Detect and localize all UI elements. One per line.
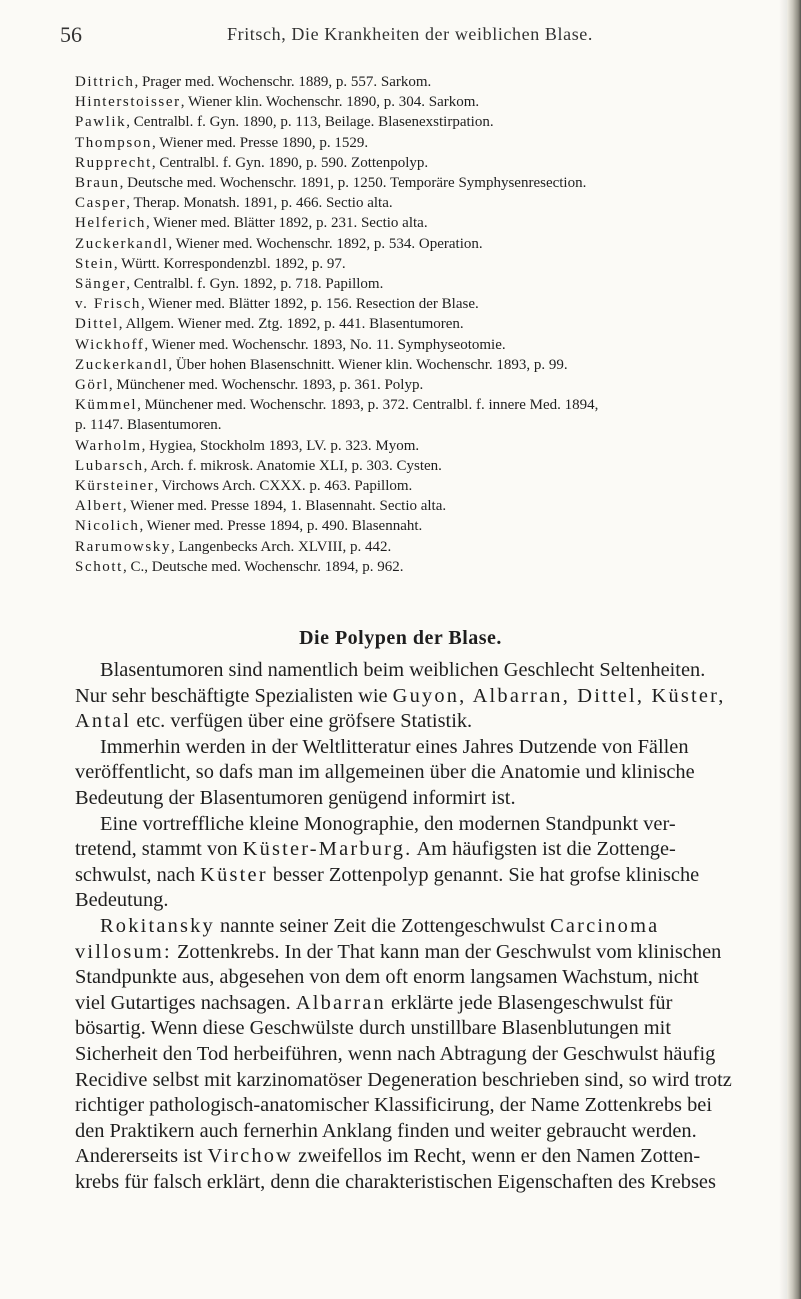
emphasized-name: Küster-Marburg. bbox=[242, 838, 413, 861]
reference-text: , Wiener med. Wochenschr. 1893, No. 11. Symphyseotomie. bbox=[144, 336, 506, 353]
reference-entry bbox=[75, 516, 785, 536]
emphasized-name: Virchow bbox=[207, 1145, 294, 1168]
reference-author: Braun bbox=[75, 175, 120, 192]
reference-text: , Wiener med. Presse 1894, p. 490. Blasennaht. bbox=[139, 518, 423, 535]
reference-entry bbox=[75, 92, 785, 112]
reference-text: , Langenbecks Arch. XLVIII, p. 442. bbox=[171, 538, 392, 555]
reference-entry bbox=[75, 274, 785, 294]
emphasized-name: Rokitansky bbox=[100, 914, 215, 937]
text-run: viel Gutartiges nachsagen. bbox=[75, 991, 296, 1014]
reference-author: Rupprecht bbox=[75, 154, 152, 171]
text-run: Nur sehr beschäftigte Spezialisten wie bbox=[75, 684, 393, 707]
text-line bbox=[75, 914, 785, 940]
running-title: Fritsch, Die Krankheiten der weiblichen Blase. bbox=[227, 24, 593, 44]
reference-author: Lubarsch bbox=[75, 457, 144, 474]
reference-entry bbox=[75, 294, 785, 314]
reference-author: Hinterstoisser bbox=[75, 94, 181, 111]
reference-entry bbox=[75, 193, 785, 213]
reference-text: , Wiener med. Presse 1890, p. 1529. bbox=[151, 134, 369, 151]
text-run: Eine vortreffliche kleine Monographie, den modernen Standpunkt ver- bbox=[100, 812, 676, 835]
text-run: den Praktikern auch fernerhin Anklang finden und weiter gebraucht werden. bbox=[75, 1119, 697, 1142]
text-line bbox=[75, 786, 785, 812]
reference-author: Thompson bbox=[75, 134, 152, 151]
emphasized-name: Küster bbox=[200, 863, 268, 886]
reference-text: , Wiener klin. Wochenschr. 1890, p. 304. Sarkom. bbox=[180, 94, 480, 111]
reference-entry bbox=[75, 456, 785, 476]
page-number: 56 bbox=[60, 22, 82, 47]
reference-entry bbox=[75, 395, 785, 415]
reference-text: , Wiener med. Blätter 1892, p. 156. Resection der Blase. bbox=[140, 296, 479, 313]
text-run: Recidive selbst mit karzinomatöser Degeneration beschrieben sind, so wird trotz bbox=[75, 1068, 732, 1091]
reference-author: Pawlik bbox=[75, 114, 127, 131]
text-line bbox=[75, 1042, 785, 1068]
text-run: tretend, stammt von bbox=[75, 838, 243, 861]
page-header bbox=[60, 22, 760, 52]
text-run: zweifellos im Recht, wenn er den Namen Zotten- bbox=[293, 1145, 701, 1168]
text-line bbox=[75, 888, 785, 914]
reference-text: , Wiener med. Presse 1894, 1. Blasennaht. Sectio alta. bbox=[122, 498, 447, 515]
text-run: veröffentlicht, so dafs man im allgemeinen über die Anatomie und klinische bbox=[75, 761, 695, 784]
text-line bbox=[75, 658, 785, 684]
reference-entry bbox=[75, 112, 785, 132]
reference-author: Dittrich bbox=[75, 74, 135, 90]
reference-text: , Württ. Korrespondenzbl. 1892, p. 97. bbox=[113, 255, 346, 272]
reference-entry bbox=[75, 496, 785, 516]
text-run: schwulst, nach bbox=[75, 863, 201, 886]
text-line bbox=[75, 709, 785, 735]
reference-text: , Therap. Monatsh. 1891, p. 466. Sectio alta. bbox=[126, 195, 393, 212]
emphasized-name: Antal bbox=[75, 710, 132, 733]
reference-author: Nicolich bbox=[75, 518, 140, 535]
reference-author: Casper bbox=[75, 195, 127, 212]
reference-author: Kümmel bbox=[75, 397, 138, 414]
reference-text: , C., Deutsche med. Wochenschr. 1894, p. 962. bbox=[122, 558, 404, 575]
text-run: besser Zottenpolyp genannt. Sie hat grofse klinische bbox=[267, 863, 700, 886]
reference-entry bbox=[75, 314, 785, 334]
reference-text: , Über hohen Blasenschnitt. Wiener klin. Wochenschr. 1893, p. 99. bbox=[168, 356, 568, 373]
text-run: Andererseits ist bbox=[75, 1145, 208, 1168]
reference-author: Görl bbox=[75, 377, 109, 394]
text-run: krebs für falsch erklärt, denn die charakteristischen Eigenschaften des Krebses bbox=[75, 1170, 716, 1193]
text-line bbox=[75, 837, 785, 863]
reference-author: Dittel bbox=[75, 316, 119, 333]
reference-text: , Virchows Arch. CXXX. p. 463. Papillom. bbox=[154, 478, 413, 495]
section-title: Die Polypen der Blase. bbox=[299, 627, 502, 649]
text-run: Am häufigsten ist die Zottenge- bbox=[412, 838, 676, 861]
reference-author: v. Frisch bbox=[75, 296, 141, 313]
reference-author: Sänger bbox=[75, 276, 127, 293]
text-run: etc. verfügen über eine gröfsere Statistik. bbox=[131, 710, 473, 733]
reference-text: , Arch. f. mikrosk. Anatomie XLI, p. 303. Cysten. bbox=[143, 457, 442, 474]
text-run: bösartig. Wenn diese Geschwülste durch unstillbare Blasenblutungen mit bbox=[75, 1017, 671, 1040]
reference-author: Zuckerkandl bbox=[75, 235, 169, 252]
body-text bbox=[75, 658, 785, 1195]
emphasized-name: Albarran bbox=[295, 991, 386, 1014]
reference-entry bbox=[75, 476, 785, 496]
text-line bbox=[75, 760, 785, 786]
text-line bbox=[75, 1093, 785, 1119]
reference-text: , Allgem. Wiener med. Ztg. 1892, p. 441. Blasentumoren. bbox=[118, 316, 464, 333]
reference-entry bbox=[75, 133, 785, 153]
text-run: Zottenkrebs. In der That kann man der Geschwulst vom klinischen bbox=[171, 940, 722, 963]
reference-author: Stein bbox=[75, 255, 114, 272]
text-line bbox=[75, 940, 785, 966]
text-line bbox=[75, 1119, 785, 1145]
reference-text: p. 1147. Blasentumoren. bbox=[75, 417, 222, 434]
reference-text: , Prager med. Wochenschr. 1889, p. 557. Sarkom. bbox=[134, 74, 432, 90]
emphasized-name: villosum: bbox=[75, 940, 172, 963]
reference-text: , Münchener med. Wochenschr. 1893, p. 372. Centralbl. f. innere Med. 1894, bbox=[137, 397, 599, 414]
text-line bbox=[75, 1016, 785, 1042]
text-run: Standpunkte aus, abgesehen von dem oft enorm langsamen Wachstum, nicht bbox=[75, 966, 699, 989]
reference-text: , Centralbl. f. Gyn. 1890, p. 113, Beilage. Blasenexstirpation. bbox=[126, 114, 494, 131]
reference-author: Warholm bbox=[75, 437, 142, 454]
reference-text: , Deutsche med. Wochenschr. 1891, p. 1250. Temporäre Symphysenresection. bbox=[119, 175, 587, 192]
reference-author: Rarumowsky bbox=[75, 538, 171, 555]
reference-entry bbox=[75, 335, 785, 355]
reference-entry bbox=[75, 557, 785, 577]
reference-author: Wickhoff bbox=[75, 336, 145, 353]
reference-author: Schott bbox=[75, 558, 123, 575]
text-run: erklärte jede Blasengeschwulst für bbox=[385, 991, 673, 1014]
reference-entry bbox=[75, 213, 785, 233]
reference-entry bbox=[75, 254, 785, 274]
text-line bbox=[75, 1170, 785, 1196]
text-run: richtiger pathologisch-anatomischer Klassificirung, der Name Zottenkrebs bei bbox=[75, 1094, 712, 1117]
text-line bbox=[75, 735, 785, 761]
text-run: Bedeutung. bbox=[75, 889, 169, 912]
reference-entry bbox=[75, 72, 785, 92]
reference-entry bbox=[75, 173, 785, 193]
reference-entry bbox=[75, 537, 785, 557]
reference-entry bbox=[75, 355, 785, 375]
emphasized-name: Guyon, Albarran, Dittel, Küster, bbox=[392, 684, 726, 707]
reference-author: Albert bbox=[75, 498, 123, 515]
reference-entry bbox=[75, 375, 785, 395]
reference-text: , Centralbl. f. Gyn. 1892, p. 718. Papillom. bbox=[126, 276, 384, 293]
text-line bbox=[75, 812, 785, 838]
text-line bbox=[75, 863, 785, 889]
reference-author: Helferich bbox=[75, 215, 147, 232]
reference-text: , Wiener med. Wochenschr. 1892, p. 534. Operation. bbox=[168, 235, 483, 252]
text-line bbox=[75, 684, 785, 710]
text-line bbox=[75, 1144, 785, 1170]
reference-text: , Wiener med. Blätter 1892, p. 231. Sectio alta. bbox=[146, 215, 428, 232]
reference-entry bbox=[75, 153, 785, 173]
text-run: Sicherheit den Tod herbeiführen, wenn nach Abtragung der Geschwulst häufig bbox=[75, 1042, 716, 1065]
reference-author: Zuckerkandl bbox=[75, 356, 169, 373]
reference-text: , Münchener med. Wochenschr. 1893, p. 361. Polyp. bbox=[108, 377, 424, 394]
text-run: Bedeutung der Blasentumoren genügend informirt ist. bbox=[75, 786, 516, 809]
text-run: Blasentumoren sind namentlich beim weiblichen Geschlecht Seltenheiten. bbox=[100, 659, 706, 681]
reference-entry bbox=[75, 436, 785, 456]
text-line bbox=[75, 1068, 785, 1094]
reference-text: , Hygiea, Stockholm 1893, LV. p. 323. Myom. bbox=[141, 437, 420, 454]
reference-list bbox=[75, 72, 785, 577]
text-run: Immerhin werden in der Weltlitteratur eines Jahres Dutzende von Fällen bbox=[100, 735, 689, 758]
emphasized-name: Carcinoma bbox=[550, 914, 660, 937]
reference-entry bbox=[75, 234, 785, 254]
reference-text: , Centralbl. f. Gyn. 1890, p. 590. Zottenpolyp. bbox=[151, 154, 429, 171]
reference-author: Kürsteiner bbox=[75, 478, 155, 495]
text-run: nannte seiner Zeit die Zottengeschwulst bbox=[214, 914, 551, 937]
text-line bbox=[75, 991, 785, 1017]
text-line bbox=[75, 965, 785, 991]
reference-entry bbox=[75, 415, 785, 435]
